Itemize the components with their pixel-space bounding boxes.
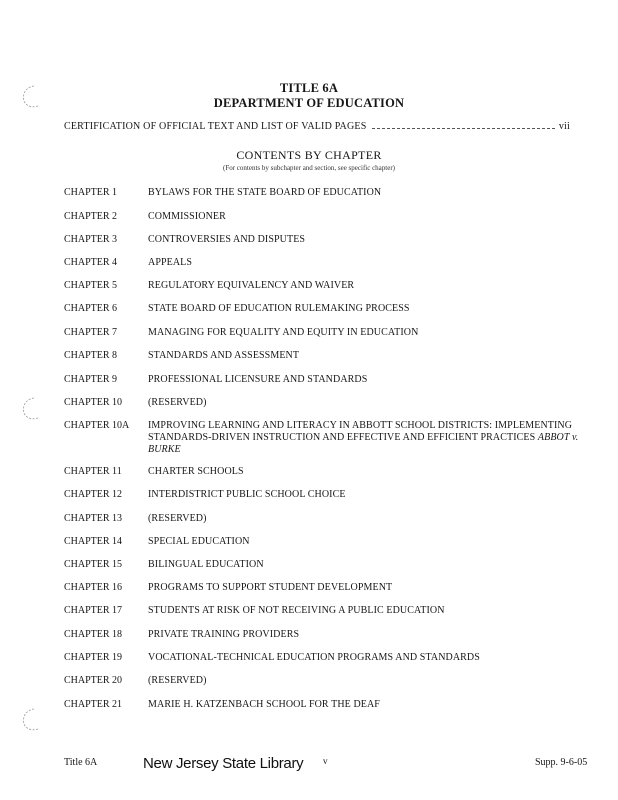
chapter-row — [64, 374, 584, 386]
chapter-number: CHAPTER 10A — [64, 420, 130, 431]
certification-line — [64, 121, 570, 132]
document-title: TITLE 6A — [279, 81, 339, 95]
contents-note: (For contents by subchapter and section, see specific chapter) — [222, 164, 396, 172]
chapter-title: PROFESSIONAL LICENSURE AND STANDARDS — [148, 374, 368, 385]
chapter-number: CHAPTER 8 — [64, 350, 118, 361]
chapter-title: SPECIAL EDUCATION — [148, 536, 250, 547]
chapter-row — [64, 699, 584, 711]
chapter-number: CHAPTER 21 — [64, 699, 123, 710]
chapter-row — [64, 536, 584, 548]
chapter-row — [64, 420, 584, 456]
chapter-row — [64, 652, 584, 664]
supplement-date: Supp. 9-6-05 — [535, 757, 588, 768]
chapter-number: CHAPTER 17 — [64, 605, 123, 616]
chapter-row — [64, 257, 584, 269]
chapter-title: (RESERVED) — [148, 675, 207, 686]
chapter-row — [64, 605, 584, 617]
chapter-row — [64, 489, 584, 501]
chapter-number: CHAPTER 14 — [64, 536, 123, 547]
chapter-title: BILINGUAL EDUCATION — [148, 559, 264, 570]
chapter-row — [64, 303, 584, 315]
chapter-number: CHAPTER 1 — [64, 187, 118, 198]
chapter-row — [64, 513, 584, 525]
chapter-number: CHAPTER 13 — [64, 513, 123, 524]
chapter-row — [64, 675, 584, 687]
document-header — [0, 81, 618, 111]
chapter-number: CHAPTER 7 — [64, 327, 118, 338]
department-name: DEPARTMENT OF EDUCATION — [213, 96, 405, 110]
chapter-title: (RESERVED) — [148, 397, 207, 408]
chapter-number: CHAPTER 2 — [64, 211, 118, 222]
chapter-title: PROGRAMS TO SUPPORT STUDENT DEVELOPMENT — [148, 582, 393, 593]
chapter-number: CHAPTER 11 — [64, 466, 122, 477]
chapter-row — [64, 234, 584, 246]
chapter-number: CHAPTER 6 — [64, 303, 118, 314]
dot-leader — [372, 121, 554, 129]
chapter-title: PRIVATE TRAINING PROVIDERS — [148, 629, 300, 640]
chapter-number: CHAPTER 10 — [64, 397, 123, 408]
chapter-title: CHARTER SCHOOLS — [148, 466, 244, 477]
page-number: v — [323, 756, 328, 766]
chapter-row — [64, 187, 584, 199]
chapter-number: CHAPTER 18 — [64, 629, 123, 640]
chapter-row — [64, 397, 584, 409]
chapter-title: BYLAWS FOR THE STATE BOARD OF EDUCATION — [148, 187, 382, 198]
footer-title: Title 6A — [64, 757, 98, 768]
chapter-title: MANAGING FOR EQUALITY AND EQUITY IN EDUCATION — [148, 327, 419, 338]
library-stamp: New Jersey State Library — [143, 755, 304, 772]
chapter-title — [148, 420, 584, 456]
chapter-number: CHAPTER 16 — [64, 582, 123, 593]
chapter-row — [64, 559, 584, 571]
chapter-number: CHAPTER 3 — [64, 234, 118, 245]
chapter-title: (RESERVED) — [148, 513, 207, 524]
chapter-title-text: IMPROVING LEARNING AND LITERACY IN ABBOTT SCHOOL DISTRICTS: IMPLEMENTING STANDARDS-DRIVEN INSTRUCTION AND EFFECTIVE AND EFFICIENT PRACTICES — [148, 420, 573, 443]
certification-page: vii — [558, 121, 570, 132]
chapter-row — [64, 466, 584, 478]
chapter-number: CHAPTER 4 — [64, 257, 118, 268]
chapter-title: VOCATIONAL-TECHNICAL EDUCATION PROGRAMS AND STANDARDS — [148, 652, 480, 663]
chapter-title: INTERDISTRICT PUBLIC SCHOOL CHOICE — [148, 489, 346, 500]
chapter-number: CHAPTER 15 — [64, 559, 123, 570]
chapter-row — [64, 629, 584, 641]
chapter-number: CHAPTER 12 — [64, 489, 123, 500]
chapter-number: CHAPTER 19 — [64, 652, 123, 663]
chapter-title: CONTROVERSIES AND DISPUTES — [148, 234, 306, 245]
contents-heading: CONTENTS BY CHAPTER — [236, 148, 382, 162]
chapter-title: APPEALS — [148, 257, 193, 268]
chapter-row — [64, 211, 584, 223]
chapter-title: COMMISSIONER — [148, 211, 226, 222]
chapter-title: MARIE H. KATZENBACH SCHOOL FOR THE DEAF — [148, 699, 380, 710]
chapter-row — [64, 327, 584, 339]
chapter-title: REGULATORY EQUIVALENCY AND WAIVER — [148, 280, 355, 291]
chapter-row — [64, 582, 584, 594]
punch-hole-mark — [20, 707, 44, 733]
chapter-title: STUDENTS AT RISK OF NOT RECEIVING A PUBLIC EDUCATION — [148, 605, 445, 616]
chapter-title-case-name: ABBOT v. BURKE — [148, 432, 579, 455]
punch-hole-mark — [20, 396, 44, 422]
chapter-number: CHAPTER 9 — [64, 374, 118, 385]
chapter-number: CHAPTER 5 — [64, 280, 118, 291]
chapter-title: STATE BOARD OF EDUCATION RULEMAKING PROCESS — [148, 303, 410, 314]
certification-text: CERTIFICATION OF OFFICIAL TEXT AND LIST OF VALID PAGES — [64, 121, 367, 132]
chapter-title: STANDARDS AND ASSESSMENT — [148, 350, 300, 361]
chapter-row — [64, 350, 584, 362]
chapter-row — [64, 280, 584, 292]
chapter-number: CHAPTER 20 — [64, 675, 123, 686]
